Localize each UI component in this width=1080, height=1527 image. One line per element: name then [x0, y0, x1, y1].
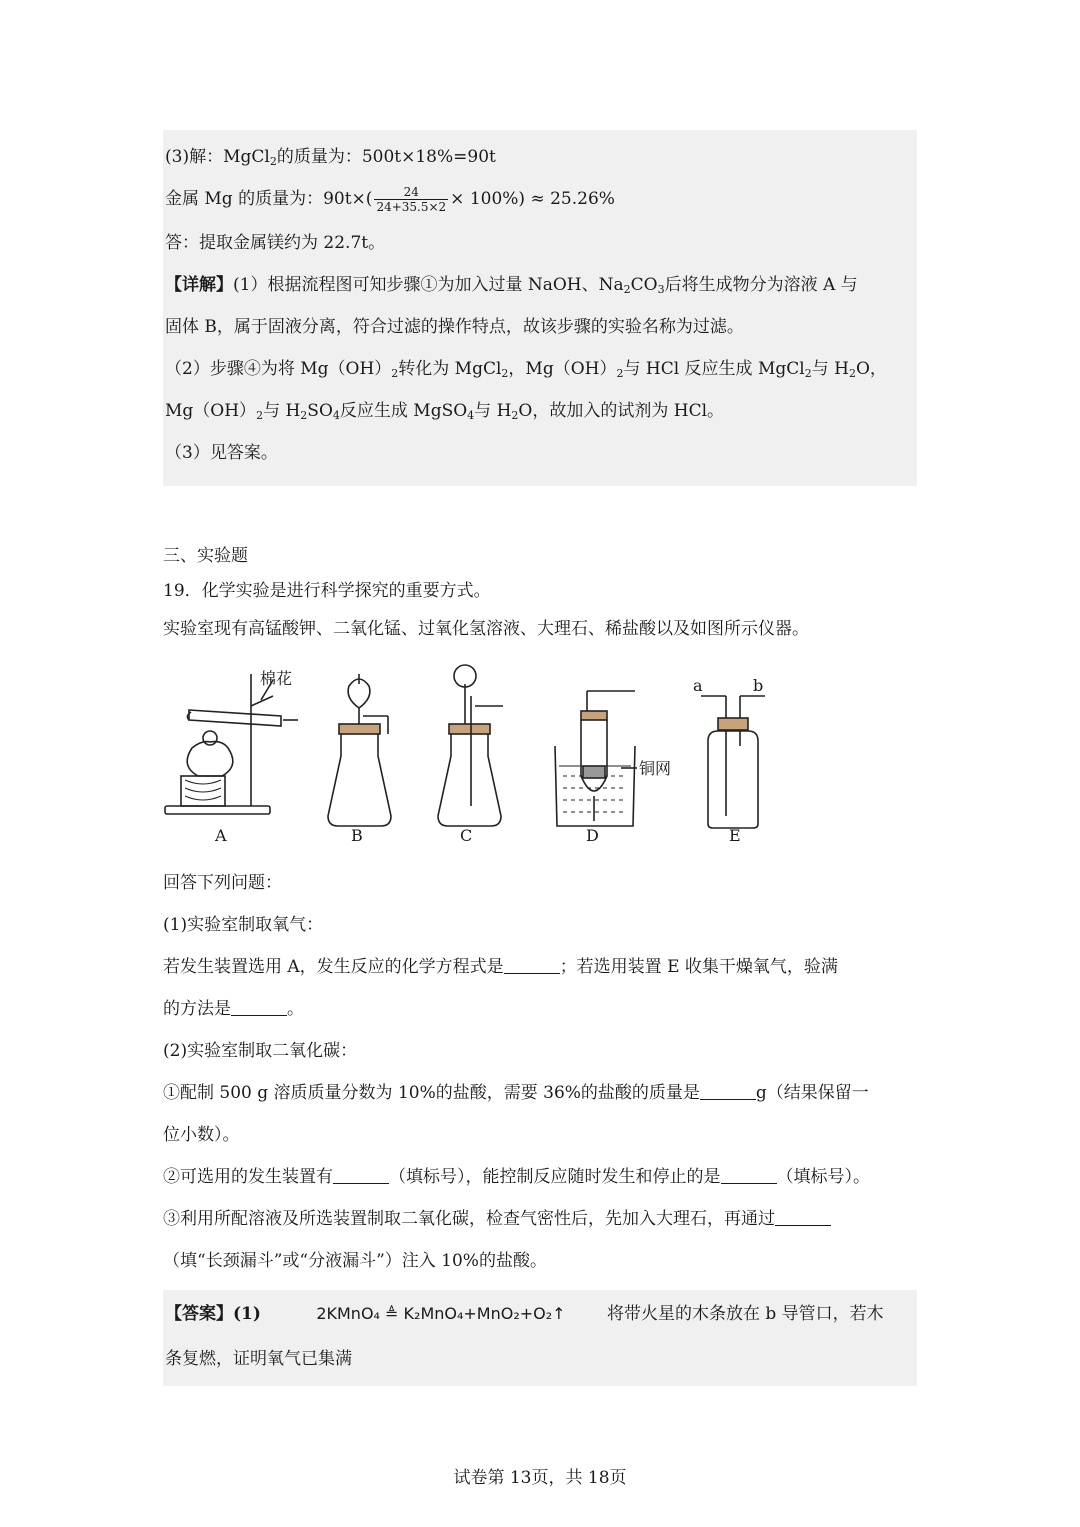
detail-line-2b: [163, 390, 917, 432]
text: 与 H: [474, 401, 512, 421]
part-2-line-2: [163, 1156, 917, 1198]
text: ③利用所配溶液及所选装置制取二氧化碳，检查气密性后，先加入大理石，再通过: [163, 1209, 775, 1229]
text: 将带火星的木条放在 b 导管口，若木: [606, 1304, 884, 1324]
subscript: 2: [391, 367, 399, 380]
detail-line-1b: 固体 B，属于固液分离，符合过滤的操作特点，故该步骤的实验名称为过滤。: [165, 317, 744, 337]
text: （填标号）。: [776, 1167, 870, 1187]
text: (1）根据流程图可知步骤①为加入过量 NaOH、Na: [233, 275, 624, 295]
detail-label: 【详解】: [165, 275, 233, 295]
text: ①配制 500 g 溶质质量分数为 10%的盐酸，需要 36%的盐酸的质量是: [163, 1083, 700, 1103]
detail-line-1a: [163, 264, 917, 306]
text: （2）步骤④为将 Mg（OH）: [165, 359, 392, 379]
text: （填标号），能控制反应随时发生和停止的是: [389, 1167, 721, 1187]
subscript: 4: [467, 409, 475, 422]
subscript: 2: [623, 283, 631, 296]
question-intro: 实验室现有高锰酸钾、二氧化锰、过氧化氢溶液、大理石、稀盐酸以及如图所示仪器。: [163, 619, 809, 639]
text: 与 H: [811, 359, 849, 379]
text: CO: [630, 275, 658, 295]
detail-line-2a: [163, 348, 917, 390]
answer-line-2: 条复燃，证明氧气已集满: [165, 1349, 352, 1369]
text: ②可选用的发生装置有: [163, 1167, 333, 1187]
label-b: B: [351, 826, 363, 845]
fraction-denominator: 24+35.5×2: [376, 200, 447, 214]
text: 金属 Mg 的质量为：90t×(: [165, 189, 373, 209]
label-cotton: 棉花: [260, 669, 293, 688]
text: 。: [287, 999, 304, 1019]
part-1-line-2: [163, 988, 917, 1030]
answer-blank[interactable]: [504, 957, 560, 974]
answer-blank[interactable]: [231, 999, 287, 1016]
answer-label: 【答案】(1): [165, 1304, 261, 1324]
label-port-a: a: [693, 676, 703, 695]
label-port-b: b: [753, 676, 764, 695]
text: Mg（OH）: [165, 401, 257, 421]
detail-line-3: （3）见答案。: [165, 443, 278, 463]
text: 的质量为：500t×18%=90t: [276, 147, 496, 167]
text: 与 HCl 反应生成 MgCl: [623, 359, 805, 379]
text: 后将生成物分为溶液 A 与: [664, 275, 858, 295]
text: ，Mg（OH）: [508, 359, 617, 379]
text: × 100%) ≈ 25.26%: [450, 189, 615, 209]
subscript: 3: [657, 283, 665, 296]
text: SO: [307, 401, 333, 421]
fraction-numerator: 24: [374, 185, 448, 200]
question-19: 19．化学实验是进行科学探究的重要方式。: [163, 581, 491, 601]
answer-block-bottom: [163, 1290, 917, 1386]
label-e: E: [729, 826, 741, 845]
subscript: 2: [300, 409, 308, 422]
part-2-line-3b: （填“长颈漏斗”或“分液漏斗”）注入 10%的盐酸。: [163, 1251, 547, 1271]
text: 若发生装置选用 A，发生反应的化学方程式是: [163, 957, 504, 977]
subscript: 2: [269, 155, 277, 168]
text: O，: [855, 359, 887, 379]
chemical-equation: 2KMnO₄ ≜ K₂MnO₄+MnO₂+O₂↑: [316, 1304, 566, 1323]
part-2-line-1: [163, 1072, 917, 1114]
text: 的方法是: [163, 999, 231, 1019]
answer-blank[interactable]: [700, 1083, 756, 1100]
part-2-title: (2)实验室制取二氧化碳：: [163, 1041, 358, 1061]
answer-line-2: [163, 178, 917, 222]
text: 与 H: [263, 401, 301, 421]
answer-line-3: 答：提取金属镁约为 22.7t。: [165, 233, 386, 253]
subscript: 4: [332, 409, 340, 422]
part-2-line-1c: 位小数）。: [163, 1125, 240, 1145]
apparatus-figure: [163, 656, 917, 856]
subscript: 2: [616, 367, 624, 380]
label-a: A: [215, 826, 227, 845]
subscript: 2: [848, 367, 856, 380]
subscript: 2: [511, 409, 519, 422]
text: g（结果保留一: [755, 1083, 869, 1103]
answer-line: [163, 1290, 917, 1338]
answer-prompt: 回答下列问题：: [163, 873, 282, 893]
page-footer: 试卷第 13页，共 18页: [453, 1468, 627, 1488]
text: (3)解：MgCl: [165, 147, 270, 167]
part-1-title: (1)实验室制取氧气：: [163, 915, 324, 935]
text: ；若选用装置 E 收集干燥氧气，验满: [559, 957, 838, 977]
answer-block-top: [163, 130, 917, 486]
answer-blank[interactable]: [775, 1209, 831, 1226]
subscript: 2: [256, 409, 264, 422]
page-content: [163, 130, 917, 1386]
subscript: 2: [804, 367, 812, 380]
part-1-line-1: [163, 946, 917, 988]
label-d: D: [586, 826, 599, 845]
fraction: [374, 185, 448, 214]
answer-line-1: [163, 136, 917, 178]
text: 转化为 MgCl: [398, 359, 502, 379]
label-copper-mesh: 铜网: [639, 759, 672, 778]
answer-blank[interactable]: [333, 1167, 389, 1184]
answer-blank[interactable]: [721, 1167, 777, 1184]
subscript: 2: [501, 367, 509, 380]
section-title: 三、实验题: [163, 546, 248, 566]
part-2-line-3: [163, 1198, 917, 1240]
text: O，故加入的试剂为 HCl。: [518, 401, 725, 421]
label-c: C: [460, 826, 473, 845]
text: 反应生成 MgSO: [339, 401, 468, 421]
